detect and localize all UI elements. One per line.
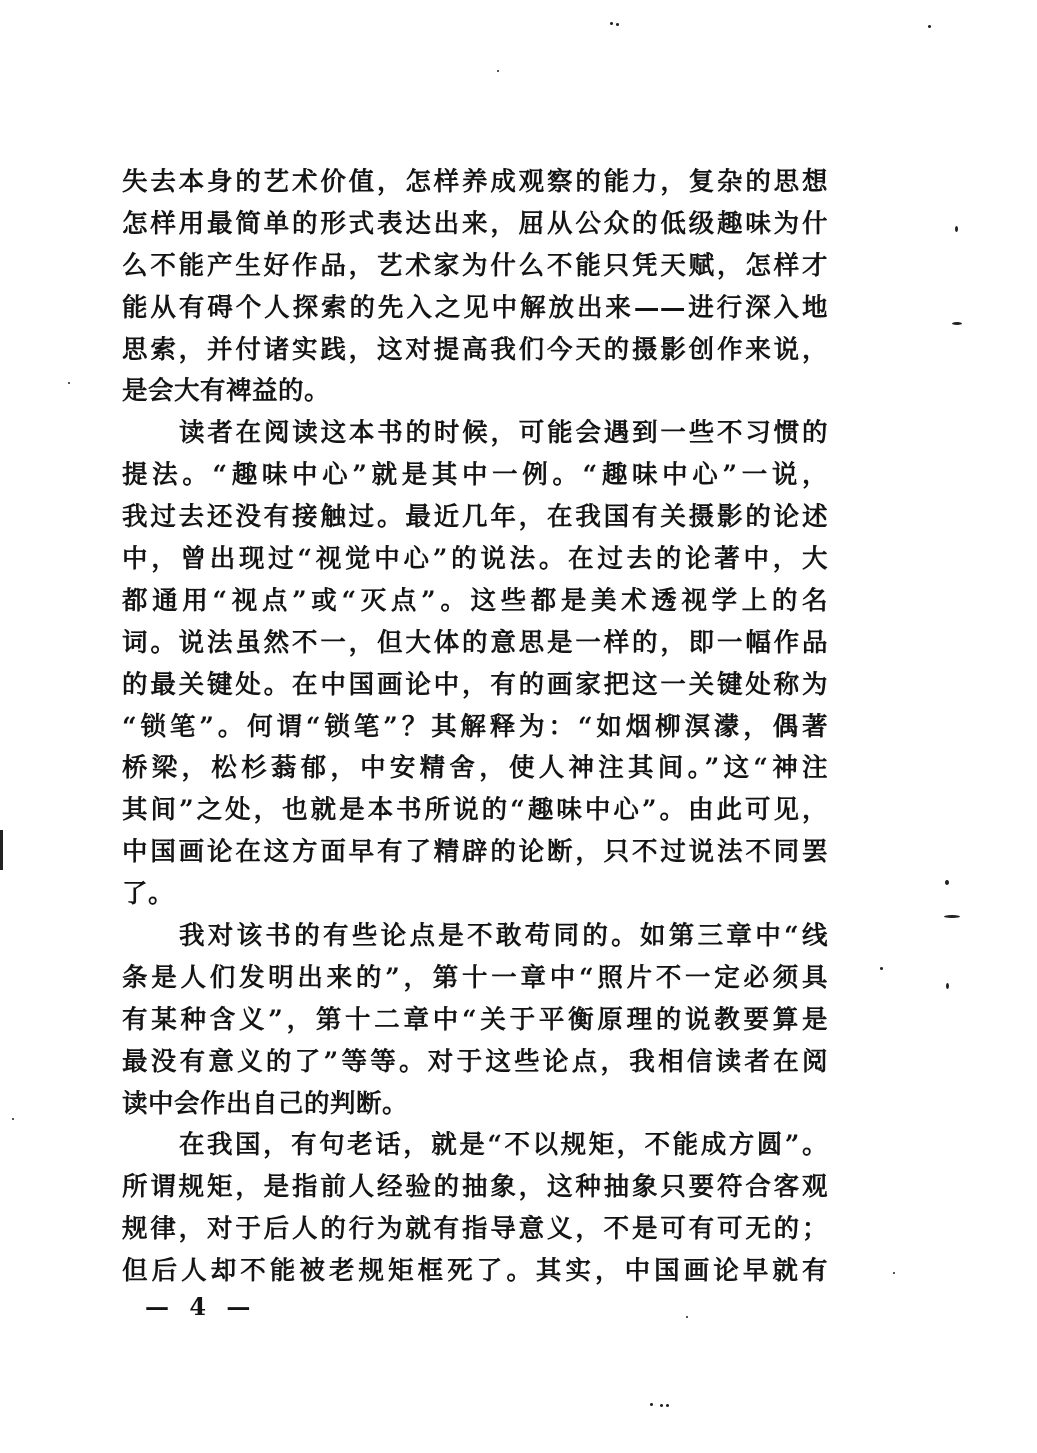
text-line: 么不能产生好作品，艺术家为什么不能只凭天赋，怎样才	[122, 250, 828, 281]
scan-speck	[955, 226, 958, 232]
text-line: 的最关键处。在中国画论中，有的画家把这一关键处称为	[122, 669, 828, 700]
text-line: 其间”之处，也就是本书所说的“趣味中心”。由此可见，	[122, 795, 828, 826]
text-line: 都通用“视点”或“灭点”。这些都是美术透视学上的名	[122, 585, 828, 616]
text-line: 桥梁，松杉蓊郁，中安精舍，使人神注其间。”这“神注	[122, 753, 828, 784]
scan-speck	[880, 967, 883, 970]
text-line: 但后人却不能被老规矩框死了。其实，中国画论早就有	[122, 1256, 828, 1287]
scan-speck	[610, 22, 613, 25]
scan-speck	[12, 1118, 14, 1120]
text-line: 中国画论在这方面早有了精辟的论断，只不过说法不同罢	[122, 837, 828, 868]
scan-speck	[946, 983, 949, 989]
scan-speck	[650, 1403, 653, 1406]
text-line: 词。说法虽然不一，但大体的意思是一样的，即一幅作品	[122, 627, 828, 658]
text-line: 失去本身的艺术价值，怎样养成观察的能力，复杂的思想	[122, 167, 828, 197]
paragraph-start-line: 在我国，有句老话，就是“不以规矩，不能成方圆”。	[179, 1130, 828, 1161]
scan-speck	[666, 1404, 669, 1407]
scan-speck	[944, 915, 960, 918]
body-text	[122, 162, 828, 1293]
scan-speck	[945, 880, 949, 885]
text-line: 中，曾出现过“视觉中心”的说法。在过去的论著中，大	[122, 544, 828, 575]
scan-speck	[660, 1404, 663, 1407]
text-line: “锁笔”。何谓“锁笔”？其解释为：“如烟柳溟濛，偶著	[122, 711, 828, 742]
text-line: 所谓规矩，是指前人经验的抽象，这种抽象只要符合客观	[122, 1172, 828, 1203]
page-number: — 4 —	[145, 1292, 257, 1321]
scan-speck	[68, 382, 70, 384]
text-line: 能从有碍个人探索的先入之见中解放出来——进行深入地	[122, 292, 828, 323]
text-line: 怎样用最简单的形式表达出来，屈从公众的低级趣味为什	[122, 208, 828, 239]
text-line: 规律，对于后人的行为就有指导意义，不是可有可无的；	[122, 1214, 828, 1245]
text-line: 读中会作出自己的判断。	[122, 1088, 409, 1119]
text-line: 了。	[122, 879, 175, 910]
scan-speck	[952, 322, 962, 325]
text-line: 提法。“趣味中心”就是其中一例。“趣味中心”一说，	[122, 460, 828, 491]
text-line: 最没有意义的了”等等。对于这些论点，我相信读者在阅	[122, 1046, 828, 1077]
scan-speck	[497, 70, 499, 72]
paragraph-start-line: 我对该书的有些论点是不敢苟同的。如第三章中“线	[179, 921, 828, 952]
scan-speck	[616, 23, 619, 26]
scan-speck	[0, 830, 3, 870]
text-line: 条是人们发明出来的”，第十一章中“照片不一定必须具	[122, 962, 828, 993]
scan-speck	[893, 1272, 895, 1274]
text-line: 是会大有裨益的。	[122, 376, 331, 407]
scan-speck	[928, 25, 931, 28]
text-line: 有某种含义”，第十二章中“关于平衡原理的说教要算是	[122, 1004, 828, 1035]
paragraph-start-line: 读者在阅读这本书的时候，可能会遇到一些不习惯的	[179, 418, 828, 449]
text-line: 思索，并付诸实践，这对提高我们今天的摄影创作来说，	[122, 334, 828, 365]
text-line: 我过去还没有接触过。最近几年，在我国有关摄影的论述	[122, 502, 828, 533]
scan-speck	[686, 1316, 688, 1318]
